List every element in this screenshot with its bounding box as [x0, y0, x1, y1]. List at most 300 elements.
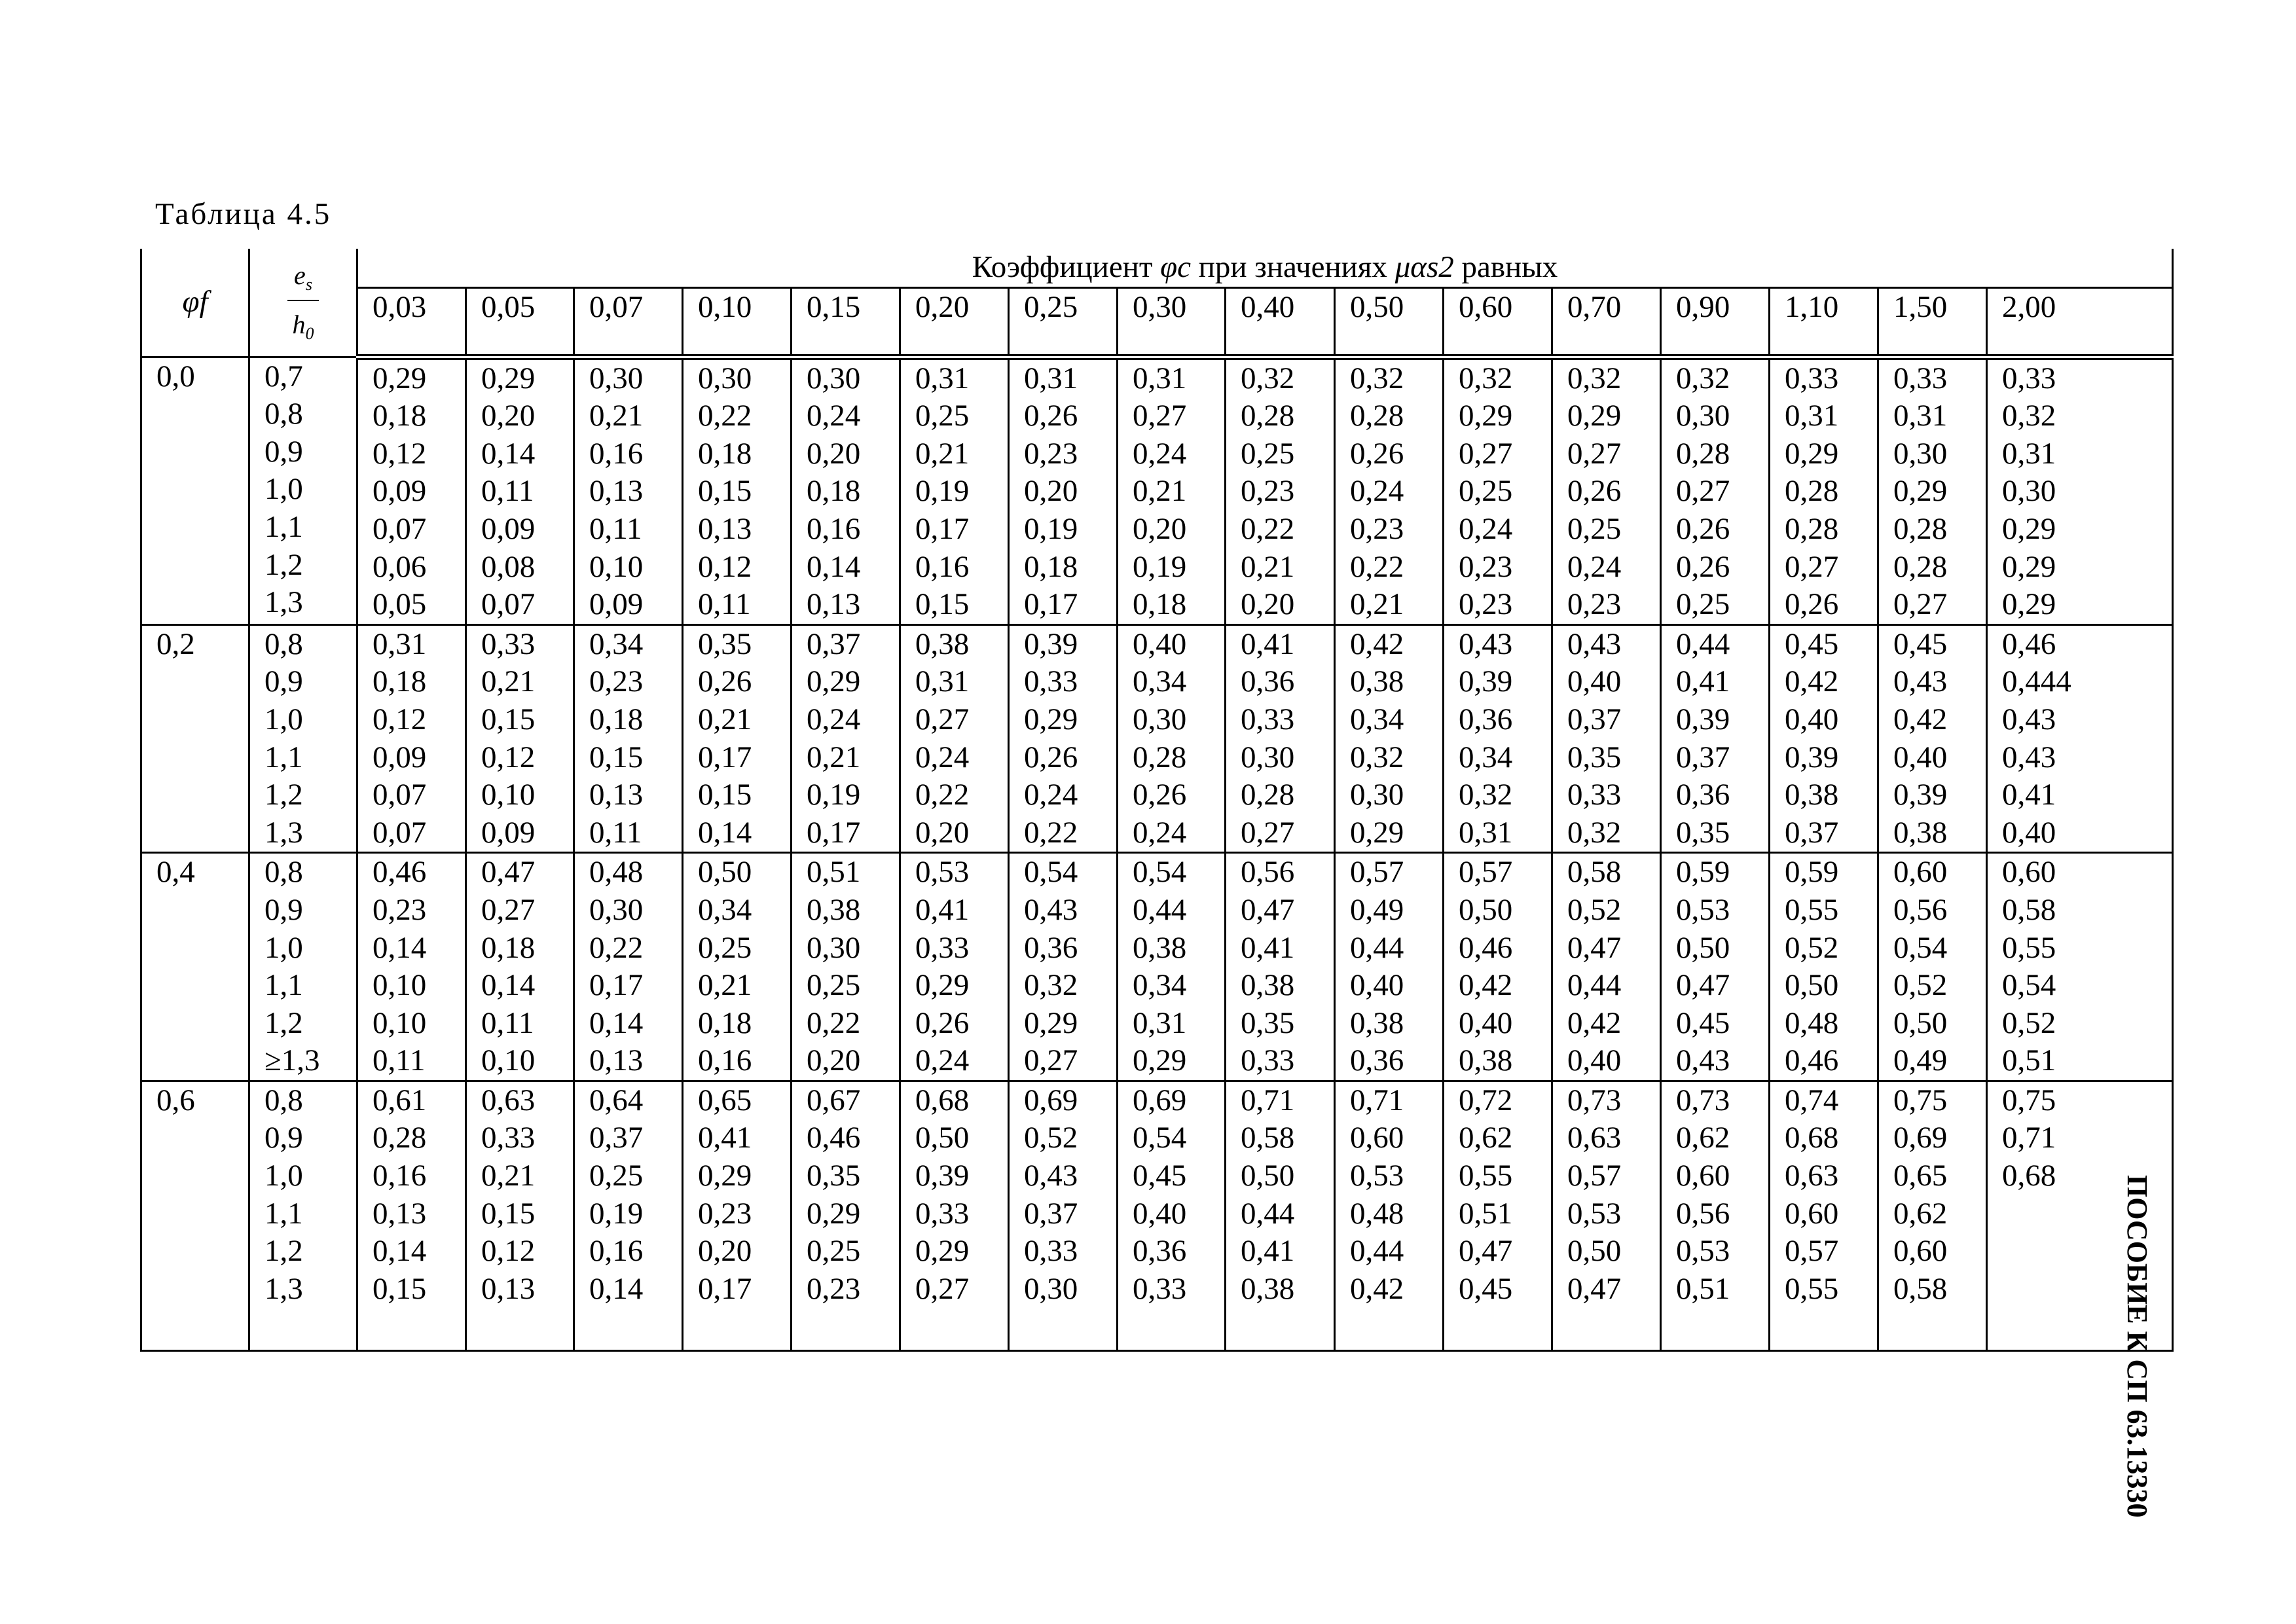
coefficient-value: 0,18 — [373, 399, 427, 433]
coefficient-value: 0,71 — [2002, 1121, 2056, 1155]
coefficient-value: 0,10 — [373, 1005, 427, 1040]
coefficient-value: 0,57 — [1350, 855, 1404, 890]
coefficient-value: 0,28 — [1676, 436, 1730, 471]
coefficient-value: 0,42 — [1567, 1005, 1622, 1040]
coefficient-value: 0,23 — [807, 1271, 861, 1306]
coefficient-value: 0,38 — [1350, 1005, 1404, 1040]
table-row-group — [141, 1081, 2173, 1350]
coefficient-value: 0,33 — [1567, 778, 1622, 812]
coefficient-value: 0,29 — [915, 968, 970, 1003]
coefficient-value: 0,71 — [1350, 1083, 1404, 1117]
mu-value-header: 0,30 — [1118, 287, 1226, 357]
coefficient-value: 0,75 — [1893, 1083, 1948, 1117]
coefficient-value: 0,23 — [698, 1196, 752, 1231]
coefficient-cell — [1335, 357, 1444, 624]
coefficient-value: 0,32 — [1676, 361, 1730, 395]
coefficient-value: 0,38 — [1241, 968, 1295, 1003]
coefficient-value: 0,21 — [1350, 587, 1404, 622]
coefficient-value: 0,22 — [1350, 549, 1404, 584]
coefficient-value: 0,41 — [1241, 626, 1295, 661]
coefficient-value: 0,69 — [1024, 1083, 1078, 1117]
coefficient-cell — [1661, 853, 1770, 1081]
coefficient-value: 0,64 — [589, 1083, 644, 1117]
coefficient-value: 0,53 — [1676, 1234, 1730, 1269]
coefficient-value: 0,26 — [1133, 778, 1187, 812]
coefficient-value: 0,11 — [481, 1005, 534, 1040]
coefficient-value: 0,44 — [1133, 892, 1187, 927]
coefficient-value: 0,35 — [1676, 815, 1730, 850]
coefficient-value: 0,30 — [589, 361, 644, 395]
coefficient-value: 0,37 — [1567, 702, 1622, 736]
coefficient-value: 0,29 — [1133, 1043, 1187, 1078]
es-h0-cell — [249, 853, 357, 1081]
coefficient-value: 0,31 — [1459, 815, 1513, 850]
es-h0-value: 1,1 — [264, 509, 303, 544]
coefficient-cell — [357, 624, 466, 853]
coefficient-value: 0,27 — [1676, 474, 1730, 509]
coefficient-value: 0,33 — [1024, 664, 1078, 699]
coefficient-value: 0,32 — [1350, 740, 1404, 774]
coefficient-value: 0,27 — [1459, 436, 1513, 471]
coefficient-value: 0,25 — [1567, 511, 1622, 546]
coefficient-value: 0,36 — [1459, 702, 1513, 736]
coefficient-value: 0,33 — [1785, 361, 1839, 395]
coefficient-value: 0,24 — [1133, 436, 1187, 471]
coefficient-cell — [792, 1081, 900, 1350]
coefficient-value: 0,72 — [1459, 1083, 1513, 1117]
coefficient-value: 0,12 — [481, 1234, 536, 1269]
coefficient-value: 0,47 — [1567, 930, 1622, 965]
coefficient-value: 0,47 — [1676, 968, 1730, 1003]
coefficient-value: 0,30 — [1350, 778, 1404, 812]
coefficient-value: 0,28 — [1893, 511, 1948, 546]
coefficient-value: 0,33 — [1241, 1043, 1295, 1078]
coefficient-value: 0,38 — [1133, 930, 1187, 965]
coefficient-value: 0,19 — [1024, 511, 1078, 546]
es-h0-value: 1,0 — [264, 702, 303, 736]
coefficient-value: 0,23 — [373, 892, 427, 927]
coefficient-cell — [1878, 624, 1987, 853]
coefficient-value: 0,24 — [915, 1043, 970, 1078]
coefficient-value: 0,07 — [481, 587, 536, 622]
coefficient-value: 0,41 — [2002, 778, 2056, 812]
coefficient-cell — [1118, 357, 1226, 624]
coefficient-value: 0,38 — [1459, 1043, 1513, 1078]
coefficient-value: 0,29 — [915, 1234, 970, 1269]
coefficient-value: 0,75 — [2002, 1083, 2056, 1117]
coefficient-value: 0,50 — [1459, 892, 1513, 927]
coefficient-value: 0,45 — [1785, 626, 1839, 661]
coefficient-value: 0,22 — [1241, 511, 1295, 546]
coefficient-value: 0,30 — [1676, 399, 1730, 433]
coefficient-value: 0,39 — [915, 1159, 970, 1193]
coefficient-value: 0,71 — [1241, 1083, 1295, 1117]
coefficient-value: 0,25 — [589, 1159, 644, 1193]
coefficient-value: 0,43 — [2002, 740, 2056, 774]
coefficient-value: 0,15 — [698, 778, 752, 812]
coefficient-value: 0,12 — [698, 549, 752, 584]
coefficient-value: 0,60 — [1350, 1121, 1404, 1155]
mu-value-header: 0,40 — [1226, 287, 1335, 357]
coefficient-value: 0,45 — [1676, 1005, 1730, 1040]
coefficient-value: 0,37 — [1785, 815, 1839, 850]
coefficient-value: 0,36 — [1024, 930, 1078, 965]
coefficient-value: 0,24 — [1024, 778, 1078, 812]
coefficient-cell — [466, 1081, 574, 1350]
coefficient-value: 0,16 — [807, 511, 861, 546]
coefficient-value: 0,12 — [373, 436, 427, 471]
coefficient-value: 0,26 — [1567, 474, 1622, 509]
coefficient-value: 0,58 — [1893, 1271, 1948, 1306]
coefficient-cell — [466, 624, 574, 853]
coefficient-cell — [683, 357, 792, 624]
coefficient-value: 0,11 — [589, 511, 642, 546]
coefficient-value: 0,54 — [1893, 930, 1948, 965]
coefficient-value: 0,30 — [698, 361, 752, 395]
coefficient-value: 0,56 — [1893, 892, 1948, 927]
coefficient-value: 0,29 — [2002, 549, 2056, 584]
coefficient-value: 0,33 — [1133, 1271, 1187, 1306]
coefficient-cell — [1335, 1081, 1444, 1350]
coefficient-value: 0,40 — [1567, 664, 1622, 699]
coefficient-cell — [1770, 357, 1878, 624]
coefficient-value: 0,31 — [1024, 361, 1078, 395]
coefficient-cell — [792, 624, 900, 853]
coefficient-value: 0,23 — [1459, 587, 1513, 622]
coefficient-value: 0,25 — [915, 399, 970, 433]
coefficient-value: 0,52 — [1893, 968, 1948, 1003]
coefficient-value: 0,36 — [1241, 664, 1295, 699]
coefficient-cell — [900, 1081, 1009, 1350]
coefficient-value: 0,09 — [481, 815, 536, 850]
coefficient-value: 0,32 — [1024, 968, 1078, 1003]
coefficient-value: 0,50 — [1676, 930, 1730, 965]
coefficient-value: 0,19 — [1133, 549, 1187, 584]
coefficient-value: 0,54 — [1024, 855, 1078, 890]
coefficient-value: 0,13 — [373, 1196, 427, 1231]
coefficient-value: 0,53 — [1350, 1159, 1404, 1193]
coefficient-value: 0,18 — [589, 702, 644, 736]
coefficient-value: 0,23 — [1241, 474, 1295, 509]
es-h0-value: 1,2 — [264, 778, 303, 812]
coefficient-value: 0,18 — [1133, 587, 1187, 622]
es-h0-value: 1,0 — [264, 472, 303, 507]
coefficient-value: 0,31 — [373, 626, 427, 661]
coefficient-cell — [900, 357, 1009, 624]
coefficient-value: 0,16 — [589, 1234, 644, 1269]
coefficient-cell — [1009, 624, 1118, 853]
coefficient-value: 0,45 — [1133, 1159, 1187, 1193]
coefficient-value: 0,26 — [698, 664, 752, 699]
coefficient-value: 0,13 — [589, 1043, 644, 1078]
coefficient-value: 0,33 — [2002, 361, 2056, 395]
coefficient-value: 0,26 — [915, 1005, 970, 1040]
coefficient-value: 0,24 — [1459, 511, 1513, 546]
coefficient-value: 0,30 — [1024, 1271, 1078, 1306]
coefficient-value: 0,30 — [1893, 436, 1948, 471]
coefficient-value: 0,43 — [1567, 626, 1622, 661]
coefficient-value: 0,11 — [698, 587, 751, 622]
es-h0-value: 1,0 — [264, 1159, 303, 1193]
coefficient-cell — [574, 853, 683, 1081]
coefficient-cell — [1770, 1081, 1878, 1350]
coefficient-value: 0,40 — [1893, 740, 1948, 774]
coefficient-value: 0,25 — [1241, 436, 1295, 471]
coefficient-cell — [1226, 357, 1335, 624]
coefficient-value: 0,31 — [1133, 361, 1187, 395]
coefficient-cell — [1226, 1081, 1335, 1350]
coefficient-value: 0,38 — [1785, 778, 1839, 812]
coefficient-value: 0,47 — [481, 855, 536, 890]
coefficient-value: 0,47 — [1459, 1234, 1513, 1269]
coefficient-value: 0,54 — [1133, 1121, 1187, 1155]
coefficient-value: 0,29 — [1350, 815, 1404, 850]
coefficient-value: 0,27 — [481, 892, 536, 927]
coefficient-cell — [1444, 357, 1552, 624]
coefficient-value: 0,14 — [589, 1271, 644, 1306]
coefficient-value: 0,21 — [698, 968, 752, 1003]
coefficient-value: 0,41 — [1241, 1234, 1295, 1269]
coefficient-value: 0,31 — [2002, 436, 2056, 471]
coefficient-value: 0,14 — [698, 815, 752, 850]
coefficient-value: 0,51 — [807, 855, 861, 890]
coefficient-value: 0,63 — [1785, 1159, 1839, 1193]
coefficient-value: 0,22 — [698, 399, 752, 433]
table-row-group — [141, 624, 2173, 853]
coefficient-value: 0,60 — [1893, 855, 1948, 890]
phi-f-header: φf — [141, 249, 249, 357]
coefficient-value: 0,23 — [1567, 587, 1622, 622]
coefficient-cell — [1552, 1081, 1661, 1350]
coefficient-value: 0,44 — [1350, 930, 1404, 965]
coefficient-value: 0,62 — [1459, 1121, 1513, 1155]
coefficient-cell — [357, 1081, 466, 1350]
es-h0-cell — [249, 624, 357, 853]
coefficient-value: 0,30 — [2002, 474, 2056, 509]
coefficient-value: 0,50 — [1241, 1159, 1295, 1193]
coefficient-value: 0,43 — [1459, 626, 1513, 661]
coefficient-value: 0,40 — [1133, 1196, 1187, 1231]
coefficient-value: 0,24 — [1567, 549, 1622, 584]
coefficient-value: 0,34 — [589, 626, 644, 661]
coefficient-value: 0,26 — [1676, 549, 1730, 584]
coefficient-value: 0,32 — [1567, 361, 1622, 395]
coefficient-value: 0,28 — [1893, 549, 1948, 584]
coefficient-value: 0,20 — [807, 436, 861, 471]
coefficient-value: 0,10 — [481, 778, 536, 812]
coefficient-value: 0,18 — [698, 1005, 752, 1040]
coefficient-cell — [574, 1081, 683, 1350]
mu-value-header: 0,20 — [900, 287, 1009, 357]
coefficient-value: 0,51 — [1676, 1271, 1730, 1306]
coefficient-value: 0,27 — [915, 1271, 970, 1306]
coefficient-value: 0,15 — [373, 1271, 427, 1306]
coefficient-value: 0,23 — [1350, 511, 1404, 546]
mu-value-header: 2,00 — [1987, 287, 2173, 357]
coefficient-value: 0,31 — [1893, 399, 1948, 433]
coefficient-value: 0,50 — [1785, 968, 1839, 1003]
coefficient-cell — [1661, 624, 1770, 853]
coefficient-value: 0,33 — [481, 1121, 536, 1155]
coefficient-value: 0,10 — [373, 968, 427, 1003]
coefficient-value: 0,68 — [915, 1083, 970, 1117]
coefficient-value: 0,39 — [1676, 702, 1730, 736]
coefficient-value: 0,53 — [1567, 1196, 1622, 1231]
coefficient-value: 0,17 — [698, 740, 752, 774]
coefficient-cell — [1552, 357, 1661, 624]
coefficient-cell — [1770, 853, 1878, 1081]
coefficient-value: 0,13 — [698, 511, 752, 546]
coefficient-value: 0,13 — [807, 587, 861, 622]
es-h0-value: 1,2 — [264, 547, 303, 582]
coefficient-cell — [1552, 624, 1661, 853]
coefficient-value: 0,32 — [1459, 361, 1513, 395]
mu-value-header: 0,90 — [1661, 287, 1770, 357]
coefficient-value: 0,30 — [807, 361, 861, 395]
coefficient-value: 0,55 — [1785, 1271, 1839, 1306]
coefficient-value: 0,45 — [1459, 1271, 1513, 1306]
coefficient-value: 0,10 — [481, 1043, 536, 1078]
coefficient-value: 0,14 — [481, 436, 536, 471]
coefficient-value: 0,29 — [698, 1159, 752, 1193]
coefficient-value: 0,13 — [589, 778, 644, 812]
coefficient-cell — [1335, 624, 1444, 853]
coefficient-value: 0,15 — [589, 740, 644, 774]
coefficient-value: 0,09 — [589, 587, 644, 622]
coefficient-value: 0,33 — [915, 930, 970, 965]
mu-value-header: 0,15 — [792, 287, 900, 357]
coefficient-value: 0,47 — [1567, 1271, 1622, 1306]
coefficient-value: 0,46 — [1459, 930, 1513, 965]
coefficient-value: 0,25 — [698, 930, 752, 965]
coefficient-value: 0,29 — [2002, 587, 2056, 622]
coefficient-value: 0,53 — [915, 855, 970, 890]
es-h0-cell — [249, 1081, 357, 1350]
coefficient-value: 0,59 — [1676, 855, 1730, 890]
coefficient-cell — [1444, 853, 1552, 1081]
coefficient-value: 0,11 — [589, 815, 642, 850]
coefficient-value: 0,39 — [1785, 740, 1839, 774]
coefficient-value: 0,40 — [1133, 626, 1187, 661]
coefficient-value: 0,17 — [698, 1271, 752, 1306]
coefficient-value: 0,14 — [589, 1005, 644, 1040]
coefficient-value: 0,22 — [807, 1005, 861, 1040]
coefficient-value: 0,15 — [698, 474, 752, 509]
coefficient-value: 0,23 — [1459, 549, 1513, 584]
coefficient-value: 0,50 — [915, 1121, 970, 1155]
coefficient-value: 0,61 — [373, 1083, 427, 1117]
coefficient-value: 0,44 — [1676, 626, 1730, 661]
coefficient-value: 0,07 — [373, 815, 427, 850]
coefficient-value: 0,14 — [373, 1234, 427, 1269]
coefficient-value: 0,16 — [915, 549, 970, 584]
coefficient-value: 0,38 — [1893, 815, 1948, 850]
coefficient-value: 0,50 — [698, 855, 752, 890]
coefficient-cell — [683, 1081, 792, 1350]
coefficient-value: 0,46 — [807, 1121, 861, 1155]
es-h0-value: 0,8 — [264, 626, 303, 661]
coefficient-cell — [357, 357, 466, 624]
coefficient-value: 0,13 — [589, 474, 644, 509]
coefficient-value: 0,60 — [1893, 1234, 1948, 1269]
coefficient-value: 0,46 — [373, 855, 427, 890]
coefficient-cell — [792, 357, 900, 624]
coefficient-value: 0,12 — [481, 740, 536, 774]
coefficient-value: 0,68 — [1785, 1121, 1839, 1155]
coefficient-value: 0,32 — [1459, 778, 1513, 812]
coefficient-value: 0,29 — [1459, 399, 1513, 433]
coefficient-cell — [683, 853, 792, 1081]
coefficient-value: 0,42 — [1459, 968, 1513, 1003]
es-h0-value: 1,1 — [264, 740, 303, 774]
coefficient-value: 0,31 — [915, 361, 970, 395]
coefficient-cell — [1878, 1081, 1987, 1350]
coefficient-value: 0,18 — [481, 930, 536, 965]
coefficient-value: 0,49 — [1350, 892, 1404, 927]
coefficient-cell — [1552, 853, 1661, 1081]
coefficient-value: 0,33 — [1024, 1234, 1078, 1269]
coefficient-value: 0,28 — [373, 1121, 427, 1155]
coefficient-value: 0,62 — [1893, 1196, 1948, 1231]
es-h0-value: 0,8 — [264, 397, 303, 431]
coefficient-value: 0,15 — [915, 587, 970, 622]
coefficient-cell — [1878, 357, 1987, 624]
es-h0-value: 0,8 — [264, 855, 303, 890]
coefficient-value: 0,57 — [1459, 855, 1513, 890]
coefficient-value: 0,34 — [698, 892, 752, 927]
coefficient-value: 0,30 — [589, 892, 644, 927]
coefficient-value: 0,52 — [1567, 892, 1622, 927]
coefficient-value: 0,28 — [1241, 778, 1295, 812]
coefficient-value: 0,20 — [698, 1234, 752, 1269]
coefficient-value: 0,38 — [915, 626, 970, 661]
coefficient-cell — [1878, 853, 1987, 1081]
coefficient-value: 0,65 — [1893, 1159, 1948, 1193]
coefficient-value: 0,21 — [1133, 474, 1187, 509]
coefficient-value: 0,16 — [589, 436, 644, 471]
coefficient-value: 0,29 — [2002, 511, 2056, 546]
phi-f-cell: 0,2 — [141, 624, 249, 853]
coefficient-cell — [1661, 357, 1770, 624]
coefficient-cell — [1226, 853, 1335, 1081]
coefficient-value: 0,28 — [1133, 740, 1187, 774]
coefficient-value: 0,31 — [1785, 399, 1839, 433]
es-h0-value: 0,9 — [264, 664, 303, 699]
coefficient-value: 0,24 — [1350, 474, 1404, 509]
coefficient-value: 0,21 — [807, 740, 861, 774]
coefficient-cell — [683, 624, 792, 853]
coefficient-value: 0,37 — [1024, 1196, 1078, 1231]
coefficient-value: 0,60 — [1785, 1196, 1839, 1231]
coefficient-value: 0,33 — [1893, 361, 1948, 395]
phi-f-cell: 0,4 — [141, 853, 249, 1081]
coefficient-value: 0,44 — [1350, 1234, 1404, 1269]
coefficient-cell — [1987, 357, 2173, 624]
coefficient-value: 0,50 — [1893, 1005, 1948, 1040]
es-h0-value: 0,9 — [264, 1121, 303, 1155]
coefficient-value: 0,28 — [1350, 399, 1404, 433]
coefficient-value: 0,27 — [1567, 436, 1622, 471]
coefficient-value: 0,32 — [1567, 815, 1622, 850]
coefficient-value: 0,22 — [915, 778, 970, 812]
coefficient-value: 0,07 — [373, 778, 427, 812]
coefficient-value: 0,40 — [1567, 1043, 1622, 1078]
coefficient-value: 0,27 — [1133, 399, 1187, 433]
coefficient-value: 0,24 — [807, 399, 861, 433]
coefficient-table — [140, 249, 2174, 1352]
coefficient-value: 0,16 — [698, 1043, 752, 1078]
coefficient-value: 0,43 — [1893, 664, 1948, 699]
